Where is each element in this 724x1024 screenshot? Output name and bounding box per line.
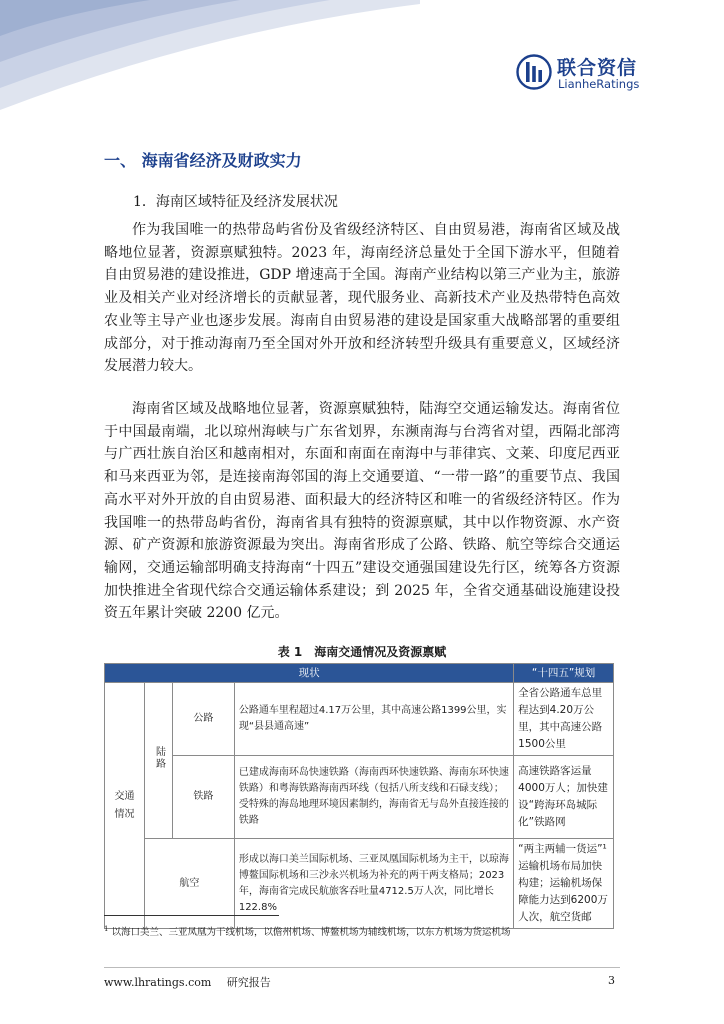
table-row [105,756,614,839]
group-cell [105,683,145,929]
section-title: 一、 海南省经济及财政实力 [104,151,302,170]
footer [104,974,283,990]
paragraph-2: 海南省区域及战略地位显著，资源禀赋独特，陆海空交通运输发达。海南省位于中国最南端，北以琼州海峡与广东省划界，东濒南海与台湾省对望，西隔北部湾与广西壮族自治区和越南相对，东面和南面在南海中与菲律宾、文莱、印度尼西亚和马来西亚为邻，是连接南海邻国的海上交通要道、“一带一路”的重要节点、我国高水平对外开放的自由贸易港、面积最大的经济特区和唯一的省级经济特区。作为我国唯一的热带岛屿省份，海南省具有独特的资源禀赋，其中以作物资源、水产资源、矿产资源和旅游资源最为突出。海南省形成了公路、铁路、航空等综合交通运输网，交通运输部明确支持海南“十四五”建设交通强国建设先行区，统筹各方资源加快推进全省现代综合交通运输体系建设；到 2025 年，全省交通基础设施建设投资五年累计突破 2200 亿元。 [104,401,620,622]
footnote-mark: 1 [104,924,109,933]
logo-english-name: LianheRatings [558,77,640,91]
header-current: 现状 [105,664,514,683]
row-plan: 全省公路通车总里程达到4.20万公里，其中高速公路1500公里 [514,683,614,756]
footer-divider [104,967,620,968]
row-plan: “两主两辅一货运”¹运输机场布局加快构建；运输机场保障能力达到6200万人次，航空货邮 [514,839,614,929]
land-label: 陆路 [153,745,165,770]
corner-decoration [0,0,420,110]
subsection-title: 1．海南区域特征及经济发展状况 [133,194,338,210]
logo-chinese-name: 联合资信 [557,57,638,79]
table-row [105,683,614,756]
footnote-divider [104,915,279,916]
footer-website-link[interactable]: www.lhratings.com [104,976,212,989]
row-current: 已建成海南环岛快速铁路（海南西环快速铁路、海南东环快速铁路）和粤海铁路海南西环线（包括八所支线和石碌支线）；受特殊的海岛地理环境因素制约，海南省无与岛外直接连接的铁路 [234,756,513,839]
table-title: 表 1 海南交通情况及资源禀赋 [277,645,447,659]
paragraph-1: 作为我国唯一的热带岛屿省份及省级经济特区、自由贸易港，海南省区域及战略地位显著，资源禀赋独特。2023 年，海南经济总量处于全国下游水平，但随着自由贸易港的建设推进，GDP 增速高于全国。海南产业结构以第三产业为主，旅游业及相关产业对经济增长的贡献显著，现代服务业、高新技术产业及热带特色高效农业等主导产业也逐步发展。海南自由贸易港的建设是国家重大战略部署的重要组成部分，对于推动海南乃至全国对外开放和经济转型升级具有重要意义，区域经济发展潜力较大。 [104,222,620,375]
footnote [104,924,511,938]
page-number: 3 [608,974,615,987]
footnote-text: 以海口美兰、三亚凤凰为干线机场，以儋州机场、博鳌机场为辅线机场，以东方机场为货运机场 [111,927,511,938]
row-type: 航空 [144,839,234,929]
transport-table [104,663,614,929]
row-plan: 高速铁路客运量4000万人；加快建设“跨海环岛城际化”铁路网 [514,756,614,839]
table-header-row [105,664,614,683]
row-type: 铁路 [172,756,234,839]
row-type: 公路 [172,683,234,756]
header-plan: “十四五”规划 [514,664,614,683]
footer-label: 研究报告 [226,976,271,989]
land-cell [144,683,172,839]
row-current: 形成以海口美兰国际机场、三亚凤凰国际机场为主干，以琼海博鳌国际机场和三沙永兴机场为补充的两干两支格局；2023年，海南省完成民航旅客吞吐量4712.5万人次，同比增长122.8% [234,839,513,929]
logo-mark-icon [516,54,552,90]
table-container [100,663,620,923]
company-logo [516,52,646,92]
row-current: 公路通车里程超过4.17万公里，其中高速公路1399公里，实现“县县通高速” [234,683,513,756]
group-label: 交通情况 [114,790,135,820]
